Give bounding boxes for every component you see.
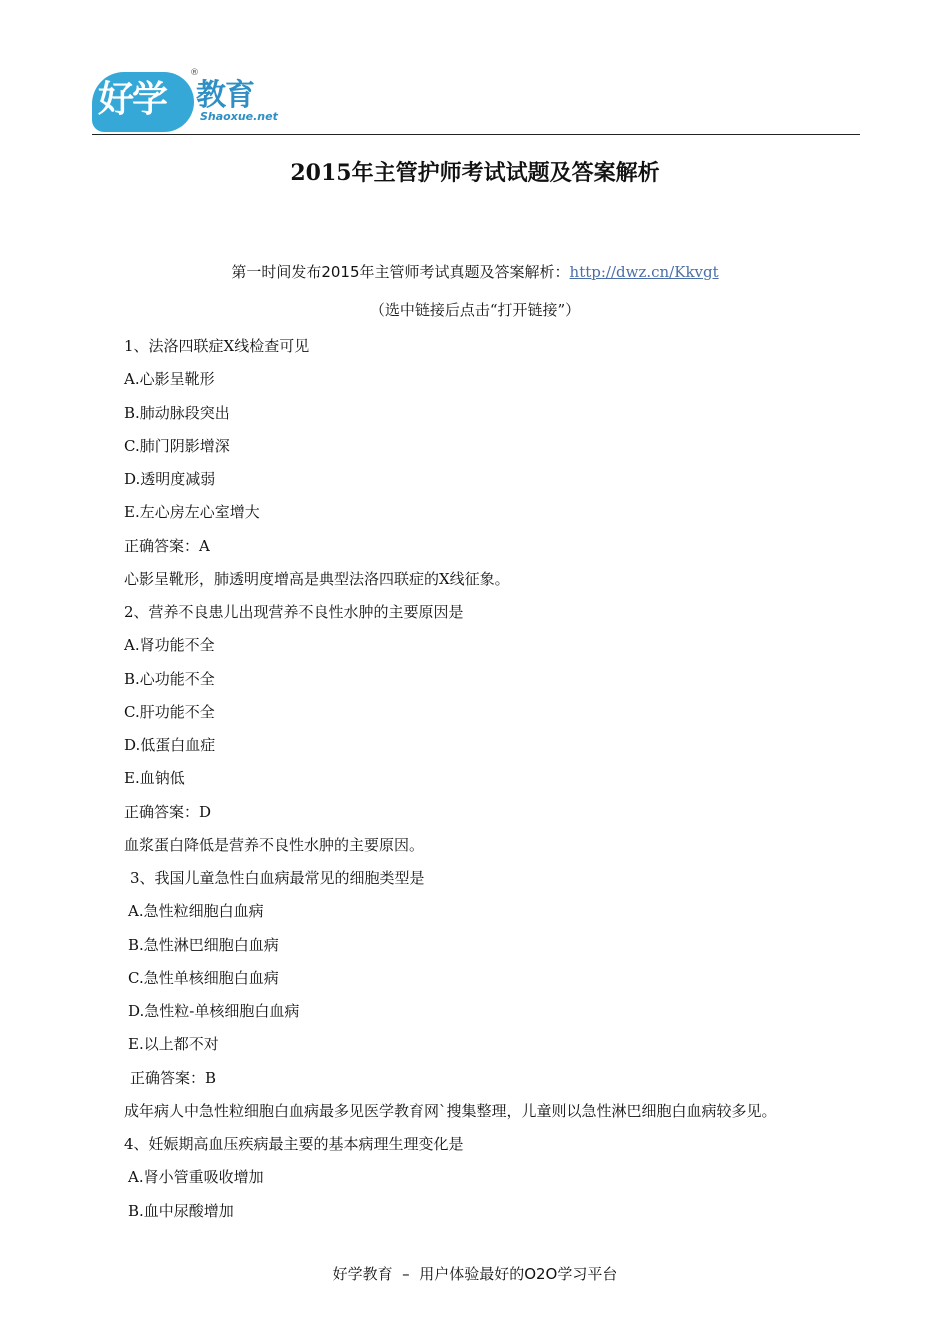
text-line: 成年病人中急性粒细胞白血病最多见医学教育网`搜集整理，儿童则以急性淋巴细胞白血病较多见。	[124, 1101, 777, 1120]
text-line: 血浆蛋白降低是营养不良性水肿的主要原因。	[124, 835, 425, 854]
text-line: A.心影呈靴形	[124, 370, 215, 389]
text-line: 3、我国儿童急性白血病最常见的细胞类型是	[130, 869, 425, 887]
link-hint: （选中链接后点击“打开链接”）	[369, 301, 581, 319]
intro-link[interactable]: http://dwz.cn/Kkvgt	[569, 263, 719, 281]
header-rule	[92, 134, 860, 135]
text-line: B.血中尿酸增加	[128, 1201, 234, 1220]
text-line: A.肾小管重吸收增加	[128, 1168, 264, 1187]
text-line: B.肺动脉段突出	[124, 403, 230, 422]
text-line: D.透明度减弱	[124, 470, 216, 488]
text-line: E.左心房左心室增大	[124, 503, 260, 522]
text-line: A.急性粒细胞白血病	[128, 902, 264, 921]
document-title: 2015年主管护师考试试题及答案解析	[290, 160, 660, 186]
page-footer: 好学教育 – 用户体验最好的O2O学习平台	[332, 1265, 618, 1283]
text-line: 1、法洛四联症X线检查可见	[124, 337, 310, 355]
text-line: 正确答案：A	[124, 536, 210, 555]
text-line: E.血钠低	[124, 769, 185, 788]
text-line: E.以上都不对	[128, 1035, 219, 1054]
intro-text: 第一时间发布2015年主管师考试真题及答案解析：	[231, 263, 570, 281]
text-line: D.低蛋白血症	[124, 736, 216, 754]
text-line: B.急性淋巴细胞白血病	[128, 935, 279, 954]
logo-side-text: 教育	[196, 78, 254, 113]
logo	[92, 68, 278, 132]
text-line: C.肝功能不全	[124, 702, 215, 721]
text-line: 正确答案：D	[124, 802, 212, 821]
text-line: C.急性单核细胞白血病	[128, 968, 279, 987]
text-line: C.肺门阴影增深	[124, 436, 230, 455]
logo-registered-mark: ®	[190, 68, 199, 78]
text-line: 4、妊娠期高血压疾病最主要的基本病理生理变化是	[124, 1135, 464, 1153]
text-line: A.肾功能不全	[124, 636, 215, 655]
text-line: 心影呈靴形，肺透明度增高是典型法洛四联症的X线征象。	[124, 569, 510, 588]
question-body	[124, 334, 864, 1232]
logo-main-text: 好学	[98, 79, 167, 120]
intro-line	[0, 260, 950, 284]
text-line: B.心功能不全	[124, 669, 215, 688]
text-line: D.急性粒-单核细胞白血病	[128, 1002, 300, 1020]
text-line: 正确答案：B	[130, 1068, 217, 1087]
logo-url: Shaoxue.net	[200, 110, 278, 123]
text-line: 2、营养不良患儿出现营养不良性水肿的主要原因是	[124, 603, 464, 621]
